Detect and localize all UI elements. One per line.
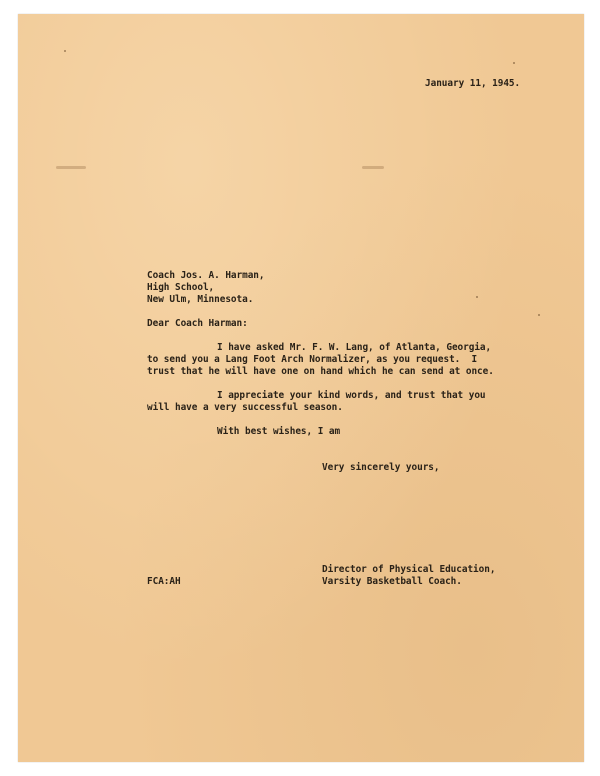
- paragraph-3: With best wishes, I am: [217, 426, 341, 437]
- signature-title-line-1: Director of Physical Education,: [322, 564, 496, 575]
- paper-speck: [64, 50, 66, 52]
- closing: Very sincerely yours,: [322, 462, 440, 473]
- letter-date: January 11, 1945.: [425, 78, 521, 89]
- salutation: Dear Coach Harman:: [147, 318, 248, 329]
- paragraph-1-line-3: trust that he will have one on hand which he can send at once.: [147, 366, 494, 377]
- ink-smudge-left: [56, 166, 86, 169]
- typist-initials: FCA:AH: [147, 576, 181, 587]
- signature-title-line-2: Varsity Basketball Coach.: [322, 576, 462, 587]
- paragraph-1-line-1: I have asked Mr. F. W. Lang, of Atlanta, Georgia,: [217, 342, 492, 353]
- paragraph-2-line-2: will have a very successful season.: [147, 402, 343, 413]
- paper-speck: [538, 314, 540, 316]
- recipient-city: New Ulm, Minnesota.: [147, 294, 254, 305]
- paper-speck: [513, 62, 515, 64]
- paper-speck: [476, 296, 478, 298]
- ink-smudge-right: [362, 166, 384, 169]
- recipient-name: Coach Jos. A. Harman,: [147, 270, 265, 281]
- letter-page: [18, 14, 584, 762]
- paragraph-2-line-1: I appreciate your kind words, and trust that you: [217, 390, 486, 401]
- recipient-school: High School,: [147, 282, 215, 293]
- paragraph-1-line-2: to send you a Lang Foot Arch Normalizer, as you request. I: [147, 354, 478, 365]
